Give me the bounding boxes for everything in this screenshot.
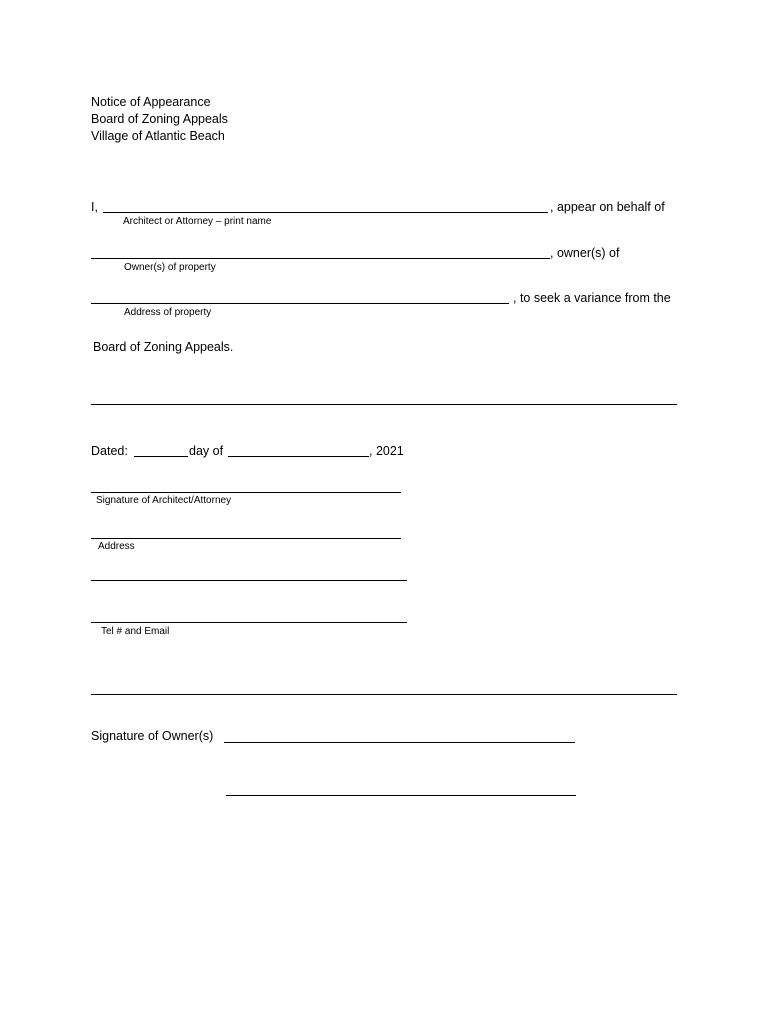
- architect-name-caption: Architect or Attorney – print name: [123, 216, 272, 227]
- address-line-2[interactable]: [91, 580, 407, 581]
- variance-description-line[interactable]: [91, 404, 677, 405]
- board-name: Board of Zoning Appeals: [91, 112, 228, 126]
- day-line[interactable]: [134, 456, 188, 457]
- tel-email-line[interactable]: [91, 622, 407, 623]
- architect-signature-line[interactable]: [91, 492, 401, 493]
- address-caption: Address: [98, 541, 135, 552]
- row1-prefix: I,: [91, 200, 98, 214]
- separator-line: [91, 694, 677, 695]
- tel-email-caption: Tel # and Email: [101, 626, 170, 637]
- row1-suffix: , appear on behalf of: [550, 200, 665, 214]
- architect-signature-caption: Signature of Architect/Attorney: [96, 495, 232, 506]
- month-line[interactable]: [228, 456, 369, 457]
- address-line-1[interactable]: [91, 538, 401, 539]
- row4-text: Board of Zoning Appeals.: [93, 340, 234, 354]
- dated-label: Dated:: [91, 444, 128, 458]
- property-address-line[interactable]: [91, 303, 509, 304]
- property-address-caption: Address of property: [124, 307, 212, 318]
- row3-suffix: , to seek a variance from the: [513, 291, 671, 305]
- owner-signature-line-2[interactable]: [226, 795, 576, 796]
- year-text: , 2021: [369, 444, 404, 458]
- document-title: Notice of Appearance: [91, 95, 211, 109]
- day-of-label: day of: [189, 444, 224, 458]
- owner-signature-label: Signature of Owner(s): [91, 729, 214, 743]
- row2-suffix: , owner(s) of: [550, 246, 620, 260]
- village-name: Village of Atlantic Beach: [91, 129, 225, 143]
- owner-name-line[interactable]: [91, 258, 550, 259]
- owner-signature-line-1[interactable]: [224, 742, 575, 743]
- owner-name-caption: Owner(s) of property: [124, 262, 216, 273]
- architect-name-line[interactable]: [103, 212, 548, 213]
